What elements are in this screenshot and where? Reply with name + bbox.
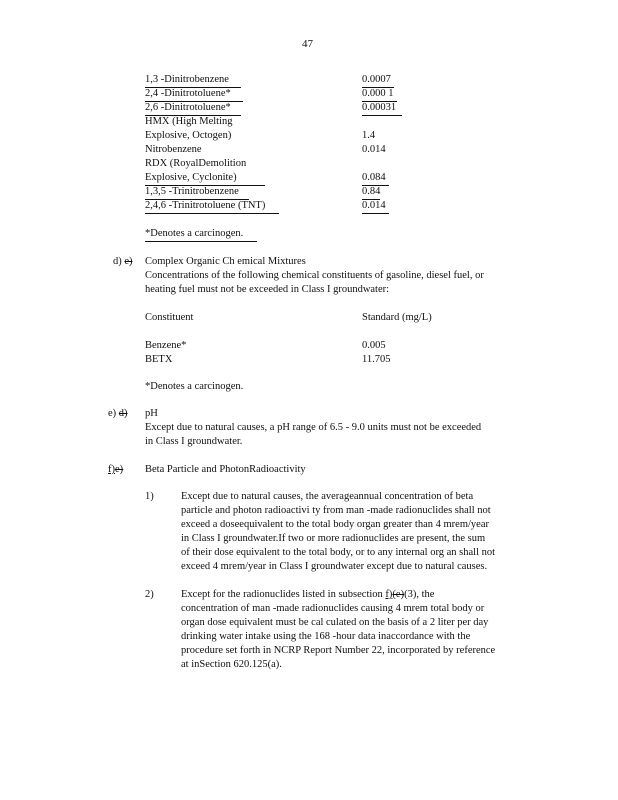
compound-value: 1.4 <box>362 130 376 141</box>
item-text-line: drinking water intake using the 168 -hour data inaccordance with the <box>181 631 471 642</box>
item-number: 2) <box>145 589 154 600</box>
item-text-segment: Except for the radionuclides listed in subsection <box>181 589 383 600</box>
item-text-line: of their dose equivalent to the total body, or to any internal org an shall not <box>181 547 496 558</box>
compound-name: HMX (High Melting <box>145 116 233 127</box>
item-text-line: exceed 4 mrem/year in Class I groundwater except due to natural causes. <box>181 561 488 572</box>
compound-value: 0.84 <box>362 185 380 200</box>
table-row <box>145 157 246 171</box>
item-text-line: Except due to natural causes, the averageannual concentration of beta <box>181 491 474 502</box>
section-label-deleted: e) <box>124 256 133 267</box>
compound-value: 0.000 1 <box>362 87 397 102</box>
compound-value: 0.00031 <box>362 101 402 116</box>
compound-value: 0.014 <box>362 199 389 214</box>
footnote: *Denotes a carcinogen. <box>145 227 257 242</box>
table-row-value <box>362 143 386 157</box>
table-row <box>145 115 233 129</box>
footnote: *Denotes a carcinogen. <box>145 381 244 392</box>
compound-name: 2,4 -Dinitrotoluene* <box>145 87 243 102</box>
table-row-value <box>362 73 394 88</box>
compound-name: 2,4,6 -Trinitrotoluene (TNT) <box>145 199 279 214</box>
table-row-value <box>362 129 375 143</box>
item-text-segment: (3), the <box>404 589 435 600</box>
item-text-line: at inSection 620.125(a). <box>181 659 282 670</box>
compound-value: 0.014 <box>362 144 386 155</box>
table-row-value <box>362 199 389 214</box>
section-text-line: heating fuel must not be exceeded in Class I groundwater: <box>145 284 390 295</box>
subsection-ref-deleted: (e) <box>392 589 405 600</box>
item-text-line: concentration of man -made radionuclides causing 4 mrem total body or <box>181 603 485 614</box>
item-text-line: procedure set forth in NCRP Report Number 22, incorporated by reference <box>181 645 496 656</box>
table-row <box>145 199 279 214</box>
constituent-name: Benzene* <box>145 340 187 351</box>
compound-name: Explosive, Octogen) <box>145 130 232 141</box>
compound-name: 1,3 -Dinitrobenzene <box>145 73 241 88</box>
section-title: Complex Organic Ch emical Mixtures <box>145 256 306 267</box>
table-row <box>145 171 265 186</box>
table-row-value <box>362 171 389 186</box>
table-row <box>145 73 241 88</box>
column-header-standard: Standard (mg/L) <box>362 312 432 323</box>
compound-value: 0.0007 <box>362 73 394 88</box>
table-row <box>145 129 231 143</box>
compound-name: Nitrobenzene <box>145 144 202 155</box>
item-text-line: organ dose equivalent must be cal culated on the basis of a 2 liter per day <box>181 617 489 628</box>
section-label <box>113 255 133 269</box>
section-text-line: Except due to natural causes, a pH range of 6.5 - 9.0 units must not be exceeded <box>145 422 482 433</box>
section-label-new: d) <box>113 256 122 267</box>
table-row-value <box>362 87 397 102</box>
column-header-constituent: Constituent <box>145 312 194 323</box>
table-row-value <box>362 185 380 200</box>
table-row <box>145 143 202 157</box>
item-text-line: exceed a doseequivalent to the total body organ greater than 4 mrem/year <box>181 519 489 530</box>
section-text-line: Concentrations of the following chemical constituents of gasoline, diesel fuel, or <box>145 270 484 281</box>
constituent-value: 0.005 <box>362 340 386 351</box>
item-text-line: in Class I groundwater.If two or more radionuclides are present, the sum <box>181 533 486 544</box>
section-label-deleted: e) <box>115 464 124 475</box>
subsection-ref-new: f) <box>385 589 393 600</box>
page-number: 47 <box>302 38 313 50</box>
table-row <box>145 185 249 200</box>
constituent-name: BETX <box>145 354 173 365</box>
section-label-new: e) <box>108 408 117 419</box>
compound-name: Explosive, Cyclonite) <box>145 171 265 186</box>
table-row-value <box>362 101 402 116</box>
item-text-line: particle and photon radioactivi ty from man -made radionuclides shall not <box>181 505 491 516</box>
section-label-deleted: d) <box>118 408 128 419</box>
item-text-line <box>181 588 434 602</box>
constituent-value: 11.705 <box>362 354 391 365</box>
item-number: 1) <box>145 491 154 502</box>
section-title: pH <box>145 408 158 419</box>
section-label <box>108 407 128 421</box>
table-row <box>145 101 241 116</box>
compound-name: 2,6 -Dinitrotoluene* <box>145 101 241 116</box>
compound-name: 1,3,5 -Trinitrobenzene <box>145 185 249 200</box>
section-label <box>108 463 123 477</box>
section-label-new: f) <box>108 464 115 475</box>
table-row <box>145 87 243 102</box>
section-title: Beta Particle and PhotonRadioactivity <box>145 464 306 475</box>
compound-value: 0.084 <box>362 171 389 186</box>
compound-name: RDX (RoyalDemolition <box>145 158 247 169</box>
section-text-line: in Class I groundwater. <box>145 436 243 447</box>
